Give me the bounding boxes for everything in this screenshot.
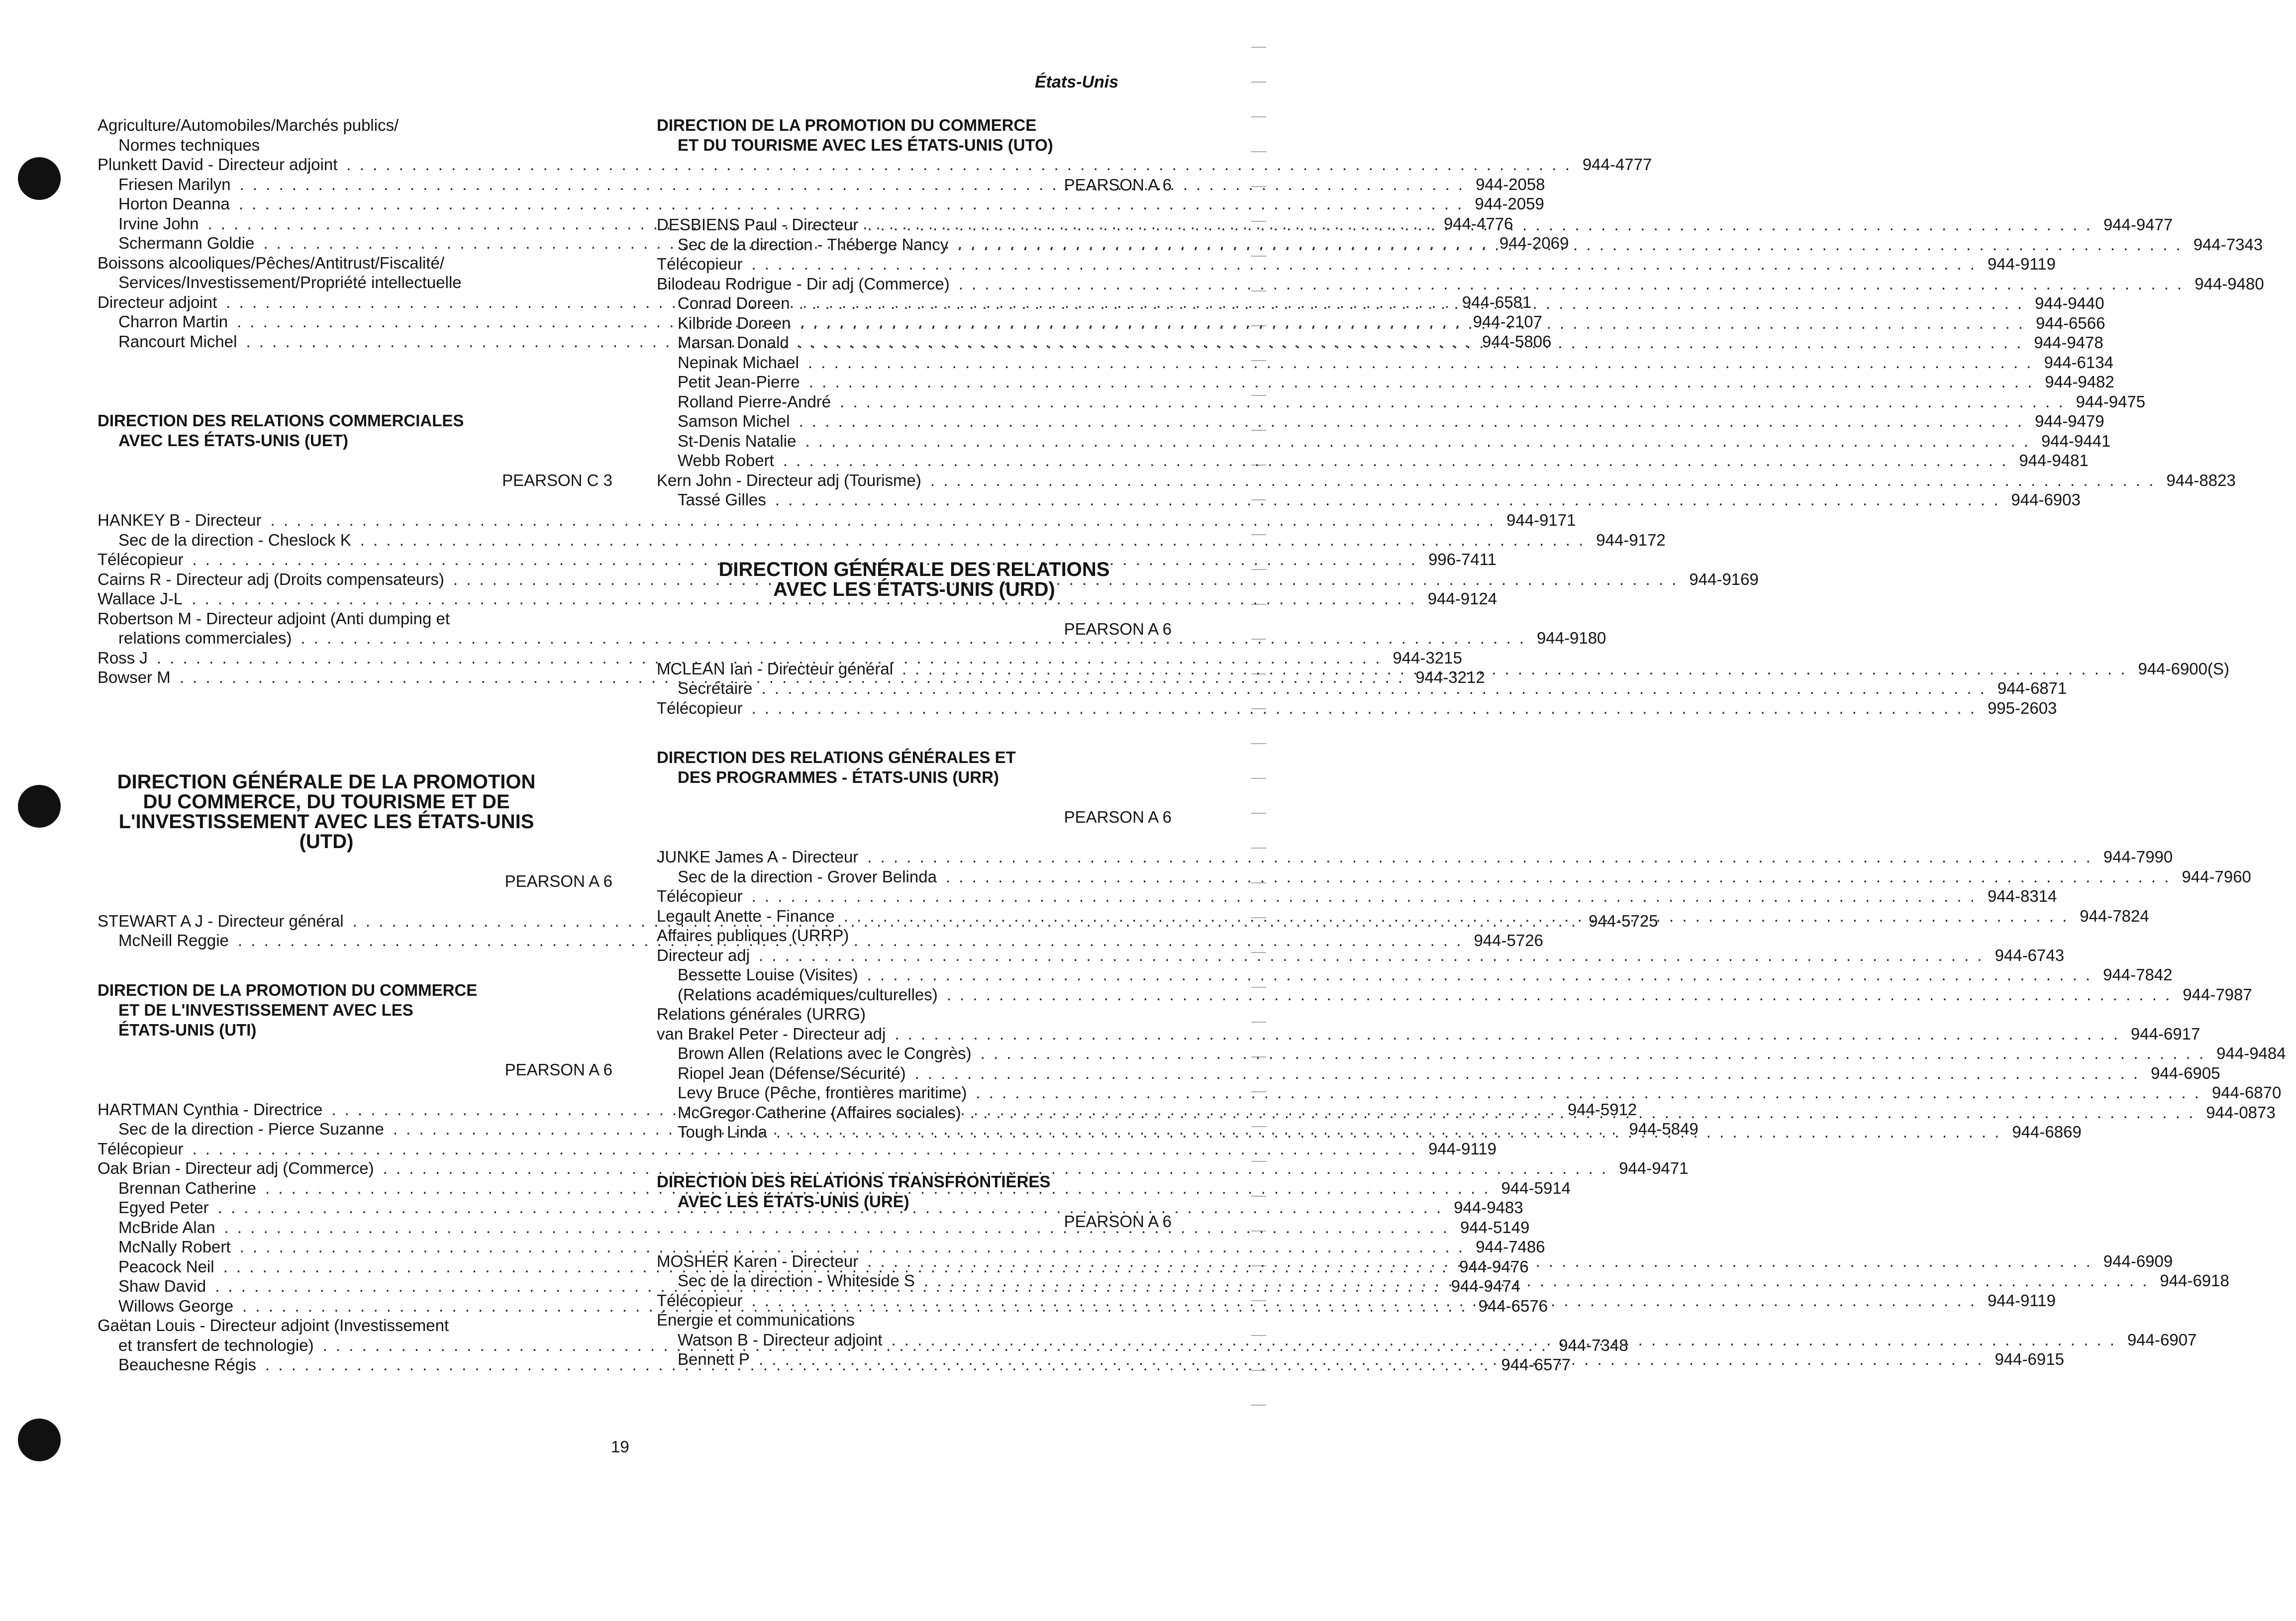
directory-entry (98, 194, 1544, 214)
leader-dots (930, 471, 2156, 490)
entry-name: Conrad Doreen (678, 294, 790, 312)
entry-name: Brown Allen (Relations avec le Congrès) (678, 1044, 972, 1062)
entry-phone: 944-9171 (1506, 511, 1576, 529)
entry-phone: 944-3212 (1415, 668, 1485, 686)
entry-phone: 944-9478 (2034, 333, 2103, 352)
location-label: PEARSON C 3 (502, 471, 612, 489)
entry-name: Marsan Donald (678, 333, 789, 352)
entry-name: Télécopieur (98, 550, 184, 569)
entry-name: Rolland Pierre-André (678, 392, 831, 411)
directory-entry (98, 1158, 1689, 1178)
leader-dots (946, 867, 2171, 887)
entry-phone: 944-6917 (2130, 1024, 2200, 1043)
section-heading-ure (657, 1172, 1172, 1212)
entry-name: Kern John - Directeur adj (Tourisme) (657, 471, 921, 489)
directory-entry (657, 254, 2056, 274)
entry-phone: 944-9169 (1689, 570, 1759, 588)
directory-entry (98, 1316, 612, 1335)
directory-entry (657, 1024, 2200, 1044)
entry-name: Irvine John (118, 214, 199, 233)
entry-phone: 944-8823 (2166, 471, 2236, 489)
entry-phone: 944-9119 (1428, 1139, 1497, 1158)
entry-phone: 944-6909 (2103, 1251, 2173, 1270)
leader-dots (981, 1044, 2206, 1063)
leader-dots (902, 659, 2127, 679)
entry-name: DESBIENS Paul - Directeur (657, 215, 859, 234)
entry-name: Egyed Peter (118, 1198, 209, 1217)
leader-dots (751, 254, 1977, 274)
heading-line: DIRECTION DES RELATIONS TRANSFRONTIÈRES (657, 1172, 1051, 1191)
entry-phone: 944-6870 (2211, 1083, 2282, 1102)
entry-name: Relations générales (URRG) (657, 1005, 866, 1023)
entry-name: Rancourt Michel (118, 332, 237, 351)
entry-phone: 944-2059 (1475, 194, 1544, 213)
entry-name: Sec de la direction - Théberge Nancy (678, 235, 949, 254)
directory-entry (98, 609, 612, 629)
entry-phone: 944-2107 (1473, 312, 1543, 331)
entry-phone: 944-7343 (2193, 235, 2263, 254)
entry-name: Télécopieur (657, 698, 743, 717)
section-heading-utd (78, 772, 575, 852)
entry-name: Sec de la direction - Cheslock K (118, 530, 351, 549)
entry-phone: 944-6903 (2011, 490, 2081, 509)
entry-phone: 944-9441 (2041, 431, 2111, 450)
leader-dots (808, 353, 2033, 373)
entry-name: Télécopieur (657, 1291, 743, 1310)
leader-dots (924, 1271, 2149, 1291)
punch-hole (18, 157, 61, 200)
leader-dots (783, 451, 2008, 471)
entry-name: Énergie et communications (657, 1311, 855, 1329)
entry-name: Riopel Jean (Défense/Sécurité) (678, 1063, 906, 1082)
leader-dots (751, 886, 1977, 906)
leader-dots (915, 1063, 2140, 1083)
entry-phone: 944-7348 (1559, 1335, 1628, 1354)
entry-phone: 944-9119 (1987, 255, 2056, 273)
entry-name: MCLEAN Ian - Directeur général (657, 659, 894, 678)
entry-name: Peacock Neil (118, 1257, 214, 1276)
entry-name: McNeill Reggie (118, 931, 229, 950)
page-number: 19 (611, 1437, 629, 1456)
location-label: PEARSON A 6 (504, 871, 612, 890)
heading-line: AVEC LES ÉTATS-UNIS (URD) (773, 578, 1055, 600)
directory-entry (657, 372, 2114, 392)
entry-name: Télécopieur (98, 1139, 184, 1158)
entry-name: McGregor Catherine (Affaires sociales) (678, 1103, 961, 1122)
entry-phone: 944-6869 (2012, 1123, 2082, 1141)
entry-phone: 944-6581 (1462, 292, 1532, 311)
directory-entry (657, 926, 1172, 946)
entry-phone: 944-7486 (1476, 1238, 1545, 1256)
entry-name: Affaires publiques (URRP) (657, 926, 849, 945)
heading-line: AVEC LES ÉTATS-UNIS (UET) (118, 431, 348, 450)
directory-entry (657, 698, 2057, 718)
leader-dots (867, 965, 2093, 985)
section-heading-uet (98, 411, 612, 451)
entry-phone: 944-9180 (1536, 629, 1606, 647)
entry-name: Directeur adjoint (98, 292, 217, 311)
location-label: PEARSON A 6 (1064, 1212, 1172, 1231)
entry-name: Normes techniques (118, 135, 260, 154)
leader-dots (844, 906, 2069, 926)
entry-phone: 944-6577 (1501, 1355, 1571, 1374)
entry-phone: 944-9476 (1459, 1257, 1529, 1276)
heading-line: DU COMMERCE, DU TOURISME ET DE (143, 790, 510, 813)
directory-entry (98, 1139, 1497, 1159)
leader-dots (775, 490, 2000, 510)
entry-phone: 944-5849 (1629, 1120, 1698, 1138)
entry-name: Robertson M - Directeur adjoint (Anti dumping et (98, 609, 450, 628)
entry-name: Samson Michel (678, 412, 790, 430)
directory-entry (657, 411, 2104, 431)
entry-phone: 944-6915 (1995, 1350, 2064, 1368)
heading-line: DIRECTION DE LA PROMOTION DU COMMERCE (98, 980, 478, 999)
entry-phone: 944-8314 (1987, 887, 2057, 905)
entry-name: Willows George (118, 1296, 234, 1315)
directory-entry (98, 115, 612, 135)
leader-dots (867, 215, 2093, 235)
entry-name: St-Denis Natalie (678, 431, 797, 450)
entry-phone: 944-9475 (2076, 392, 2146, 411)
entry-phone: 944-5149 (1460, 1218, 1530, 1237)
directory-entry (657, 946, 2065, 965)
section-heading-urr (657, 748, 1172, 787)
entry-phone: 944-9484 (2216, 1044, 2286, 1062)
entry-name: Secrétaire (678, 679, 753, 697)
entry-name: Horton Deanna (118, 194, 230, 213)
leader-dots (751, 1291, 1977, 1311)
entry-phone: 944-9474 (1451, 1277, 1521, 1295)
location-label: PEARSON A 6 (504, 1060, 612, 1079)
entry-name: Petit Jean-Pierre (678, 373, 800, 391)
entry-name: van Brakel Peter - Directeur adj (657, 1024, 886, 1043)
entry-phone: 944-4776 (1443, 214, 1513, 233)
location-label: PEARSON A 6 (1064, 176, 1172, 194)
directory-entry (657, 886, 2057, 906)
entry-phone: 944-9482 (2045, 373, 2114, 391)
section-heading-urd (657, 560, 1172, 599)
entry-name: Beauchesne Régis (118, 1355, 257, 1374)
entry-name: Schermann Goldie (118, 234, 255, 252)
leader-dots (809, 372, 2034, 392)
entry-phone: 944-9440 (2035, 294, 2104, 312)
directory-entry (98, 135, 612, 155)
entry-phone: 944-7990 (2103, 848, 2173, 866)
entry-phone: 944-9481 (2019, 451, 2089, 470)
directory-entry (98, 510, 1576, 530)
heading-line: L'INVESTISSEMENT AVEC LES ÉTATS-UNIS (118, 810, 534, 833)
entry-phone: 944-6743 (1995, 946, 2065, 964)
entry-name: (Relations académiques/culturelles) (678, 985, 938, 1004)
heading-line: ET DE L'INVESTISSEMENT AVEC LES (118, 1000, 413, 1019)
directory-entry (657, 353, 2113, 373)
entry-phone: 944-5725 (1589, 911, 1658, 930)
leader-dots (840, 392, 2065, 412)
entry-name: HANKEY B - Directeur (98, 511, 262, 529)
directory-entry (98, 155, 1652, 175)
entry-phone: 944-7824 (2080, 906, 2149, 925)
entry-name: Sec de la direction - Whiteside S (678, 1271, 915, 1290)
directory-entry (657, 985, 2252, 1005)
entry-name: relations commerciales) (118, 629, 292, 647)
entry-name: Levy Bruce (Pêche, frontières maritime) (678, 1083, 967, 1102)
entry-name: Watson B - Directeur adjoint (678, 1330, 883, 1349)
punch-hole (18, 785, 61, 828)
entry-name: Télécopieur (657, 887, 743, 905)
entry-name: Gaëtan Louis - Directeur adjoint (Investissement (98, 1316, 449, 1335)
entry-phone: 944-6871 (1997, 679, 2067, 697)
entry-name: Ross J (98, 648, 148, 667)
heading-line: (UTD) (299, 830, 354, 853)
entry-name: Agriculture/Automobiles/Marchés publics/ (98, 116, 399, 134)
entry-phone: 944-5912 (1567, 1100, 1637, 1119)
directory-entry (98, 648, 1462, 668)
leader-dots (957, 235, 2183, 255)
leader-dots (895, 1024, 2120, 1044)
directory-entry (657, 451, 2089, 471)
entry-phone: 944-2069 (1499, 234, 1569, 252)
leader-dots (751, 698, 1977, 718)
leader-dots (891, 1330, 2116, 1350)
leader-dots (947, 985, 2172, 1005)
entry-name: Kilbride Doreen (678, 313, 791, 332)
entry-name: Brennan Catherine (118, 1178, 257, 1197)
entry-name: Télécopieur (657, 255, 743, 273)
heading-line: DES PROGRAMMES - ÉTATS-UNIS (URR) (678, 768, 999, 786)
entry-phone: 944-9172 (1596, 530, 1666, 549)
entry-phone: 944-7987 (2183, 985, 2252, 1004)
leader-dots (805, 431, 2030, 451)
leader-dots (761, 678, 1987, 698)
entry-phone: 944-9119 (1987, 1291, 2056, 1310)
entry-name: Bilodeau Rodrigue - Dir adj (Commerce) (657, 274, 950, 293)
heading-line: DIRECTION DES RELATIONS GÉNÉRALES ET (657, 748, 1016, 766)
entry-name: Wallace J-L (98, 589, 183, 608)
punch-hole (18, 1419, 61, 1461)
entry-phone: 944-6907 (2127, 1330, 2197, 1349)
entry-phone: 944-6900(S) (2138, 659, 2229, 678)
entry-phone: 944-5726 (1474, 931, 1543, 950)
directory-entry (98, 530, 1666, 550)
entry-name: Legault Anette - Finance (657, 906, 835, 925)
entry-phone: 944-3215 (1393, 648, 1462, 667)
directory-entry (657, 867, 2251, 887)
leader-dots (959, 274, 2184, 294)
entry-name: Friesen Marilyn (118, 175, 231, 193)
directory-entry (657, 1063, 2220, 1083)
heading-line: DIRECTION GÉNÉRALE DE LA PROMOTION (117, 770, 536, 793)
leader-dots (867, 847, 2093, 867)
heading-line: ÉTATS-UNIS (UTI) (118, 1020, 257, 1039)
leader-dots (759, 1349, 1984, 1369)
entry-name: Cairns R - Directeur adj (Droits compensateurs) (98, 570, 444, 588)
leader-dots (976, 1083, 2201, 1103)
entry-name: Tough Linda (678, 1123, 767, 1141)
entry-name: Webb Robert (678, 451, 774, 470)
heading-line: DIRECTION DE LA PROMOTION DU COMMERCE (657, 116, 1037, 134)
entry-name: Oak Brian - Directeur adj (Commerce) (98, 1159, 374, 1177)
page-header-title: États-Unis (1035, 73, 1119, 92)
entry-phone: 995-2603 (1987, 698, 2057, 717)
entry-phone: 944-5806 (1482, 332, 1552, 351)
entry-name: Bennett P (678, 1350, 750, 1368)
entry-name: Shaw David (118, 1277, 206, 1295)
entry-phone: 944-6918 (2160, 1271, 2229, 1290)
directory-entry (657, 847, 2173, 867)
leader-dots (759, 946, 1984, 965)
section-heading-uto (657, 115, 1172, 155)
directory-entry (657, 471, 2236, 490)
entry-phone: 996-7411 (1428, 550, 1497, 569)
entry-name: Boissons alcooliques/Pêches/Antitrust/Fiscalité/ (98, 253, 444, 272)
entry-phone: 944-0873 (2206, 1103, 2276, 1122)
entry-phone: 944-9477 (2103, 215, 2173, 234)
entry-phone: 944-6905 (2151, 1063, 2220, 1082)
entry-name: STEWART A J - Directeur général (98, 911, 344, 930)
leader-dots (799, 411, 2024, 431)
leader-dots (799, 313, 2025, 333)
entry-phone: 944-9480 (2195, 274, 2264, 293)
directory-entry (657, 1310, 1172, 1330)
entry-name: Services/Investissement/Propriété intellectuelle (118, 273, 462, 291)
entry-phone: 944-6566 (2035, 313, 2105, 332)
directory-entry (657, 1044, 2286, 1063)
directory-entry (657, 392, 2146, 412)
entry-name: et transfert de technologie) (118, 1335, 314, 1354)
entry-name: Tassé Gilles (678, 490, 766, 509)
section-heading-uti (98, 980, 612, 1040)
directory-entry (657, 274, 2264, 294)
entry-name: Directeur adj (657, 946, 750, 964)
location-label: PEARSON A 6 (1064, 808, 1172, 826)
entry-name: Sec de la direction - Pierce Suzanne (118, 1120, 384, 1138)
entry-phone: 944-6134 (2044, 353, 2113, 372)
entry-name: JUNKE James A - Directeur (657, 848, 859, 866)
entry-phone: 944-6576 (1478, 1296, 1548, 1315)
entry-phone: 944-7842 (2103, 965, 2173, 984)
entry-name: McBride Alan (118, 1218, 215, 1237)
entry-phone: 944-2058 (1476, 175, 1545, 193)
directory-entry (657, 490, 2081, 510)
heading-line: DIRECTION DES RELATIONS COMMERCIALES (98, 411, 464, 430)
entry-name: Bowser M (98, 668, 171, 686)
leader-dots (776, 1122, 2001, 1142)
entry-name: Sec de la direction - Grover Belinda (678, 867, 937, 886)
entry-name: Plunkett David - Directeur adjoint (98, 155, 338, 174)
entry-phone: 944-9124 (1427, 589, 1497, 608)
directory-entry (98, 273, 612, 292)
entry-phone: 944-9483 (1454, 1198, 1523, 1217)
entry-name: HARTMAN Cynthia - Directrice (98, 1100, 323, 1119)
leader-dots (799, 293, 2024, 313)
directory-entry (657, 1083, 2282, 1103)
directory-entry (657, 1004, 1172, 1024)
leader-dots (867, 1251, 2093, 1271)
entry-phone: 944-9471 (1619, 1159, 1689, 1177)
leader-dots (970, 1103, 2196, 1123)
heading-line: AVEC LES ÉTATS-UNIS (URE) (678, 1192, 909, 1211)
directory-entry (98, 1237, 1545, 1257)
entry-name: McNally Robert (118, 1238, 231, 1256)
location-label: PEARSON A 6 (1064, 619, 1172, 638)
leader-dots (798, 333, 2023, 353)
entry-phone: 944-7960 (2182, 867, 2251, 886)
entry-phone: 944-9479 (2035, 412, 2104, 430)
entry-name: Nepinak Michael (678, 353, 799, 372)
directory-entry (657, 678, 2067, 698)
heading-line: DIRECTION GÉNÉRALE DES RELATIONS (718, 558, 1110, 580)
directory-entry (657, 965, 2173, 985)
directory-entry (657, 431, 2111, 451)
entry-phone: 944-5914 (1501, 1178, 1571, 1197)
entry-name: MOSHER Karen - Directeur (657, 1251, 859, 1270)
heading-line: ET DU TOURISME AVEC LES ÉTATS-UNIS (UTO) (678, 136, 1053, 154)
entry-name: Bessette Louise (Visites) (678, 965, 858, 984)
entry-name: Charron Martin (118, 312, 228, 331)
entry-phone: 944-4777 (1582, 155, 1652, 174)
directory-entry (98, 253, 612, 273)
